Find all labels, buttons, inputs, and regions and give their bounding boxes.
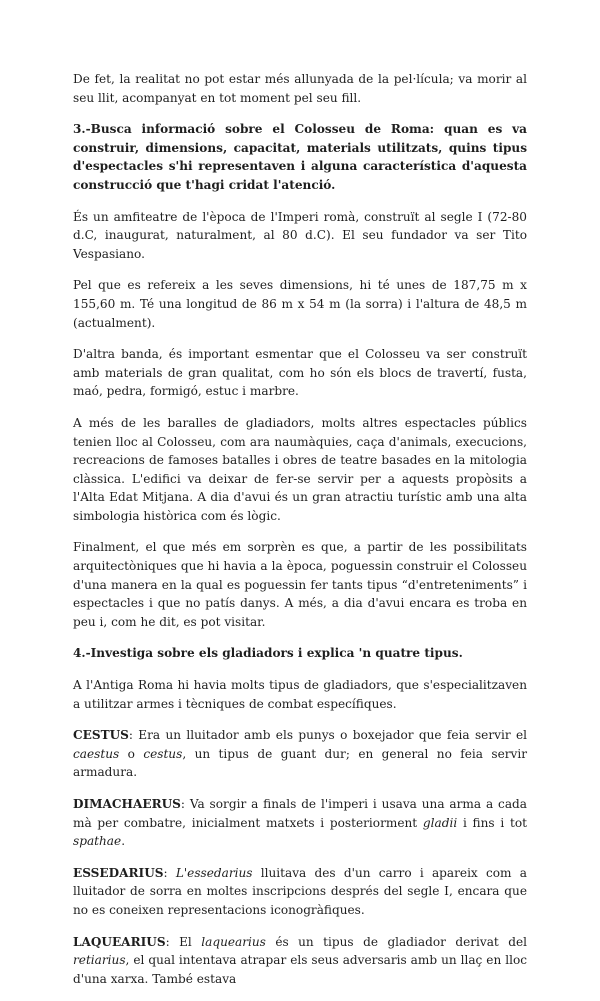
- q3-paragraph-4: A més de les baralles de gladiadors, molts altres espectacles públics tenien lloc al Colosseu, com ara naumàquies, caça d'animals, execucions, recreacions de famoses batalles i obres de teatre basades en la mitologia clàssica. L'edifici va deixar de fer-se servir per a aquests propòsits a l'Alta Edat Mitjana. A dia d'avui és un gran atractiu turístic amb una alta simbologia històrica com és lògic.: [73, 415, 527, 523]
- q3-paragraph-2: Pel que es refereix a les seves dimensions, hi té unes de 187,75 m x 155,60 m. Té una longitud de 86 m x 54 m (la sorra) i l'altura de 48,5 m (actualment).: [73, 278, 527, 330]
- latin-term: laquearius: [201, 934, 266, 949]
- latin-term: spathae: [73, 834, 122, 849]
- gladiator-text: : Era un lluitador amb els punys o boxejador que feia servir el: [128, 728, 527, 743]
- q3-paragraph-1: És un amfiteatre de l'època de l'Imperi romà, construït al segle I (72-80 d.C, inaugurat, naturalment, al 80 d.C). El seu fundador va ser Tito Vespasiano.: [73, 209, 527, 261]
- gladiator-text: és un tipus de gladiador derivat del: [265, 934, 528, 949]
- gladiator-text: i fins i tot: [457, 815, 527, 830]
- gladiator-text: lluitava des d'un carro i apareix com a lluitador de sorra en moltes inscripcions després del segle I, encara que no es coneixen representacions iconogràfiques.: [73, 865, 527, 917]
- page-content: [73, 70, 527, 1001]
- gladiator-essedarius: [73, 864, 527, 920]
- q3-paragraph-3: D'altra banda, és important esmentar que el Colosseu va ser construït amb materials de gran qualitat, com ho són els blocs de travertí, fusta, maó, pedra, formigó, estuc i marbre.: [73, 347, 527, 399]
- gladiator-cestus: [73, 726, 527, 782]
- intro-paragraph: De fet, la realitat no pot estar més allunyada de la pel·lícula; va morir al seu llit, acompanyat en tot moment pel seu fill.: [73, 72, 527, 105]
- latin-term: retiarius: [73, 953, 126, 968]
- gladiator-text: .: [121, 834, 126, 849]
- question-3-heading: 3.-Busca informació sobre el Colosseu de Roma: quan es va construir, dimensions, capacitat, materials utilitzats, quins tipus d'espectacles s'hi representaven i alguna característica d'aquesta construcció que t'hagi cridat l'atenció.: [73, 122, 527, 192]
- gladiator-laquearius: [73, 933, 527, 989]
- gladiator-text: : El: [165, 934, 202, 949]
- q4-intro-paragraph: A l'Antiga Roma hi havia molts tipus de gladiadors, que s'especialitzaven a utilitzar armes i tècniques de combat específiques.: [73, 678, 527, 711]
- q3-paragraph-5: Finalment, el que més em sorprèn es que, a partir de les possibilitats arquitectòniques que hi havia a la època, poguessin construir el Colosseu d'una manera en la qual es poguessin fer tants tipus “d'entreteniments” i espectacles i que no patís danys. A més, a dia d'avui encara es troba en peu i, com he dit, es pot visitar.: [73, 540, 527, 629]
- gladiator-text: : Va sorgir a finals de l'imperi i usava una arma a cada mà per combatre, inicialment matxets i posteriorment: [73, 797, 527, 830]
- question-4-heading: 4.-Investiga sobre els gladiadors i explica 'n quatre tipus.: [73, 646, 463, 661]
- gladiator-term-laquearius: LAQUEARIUS: [73, 934, 166, 949]
- gladiator-dimachaerus: [73, 795, 527, 851]
- gladiator-term-cestus: CESTUS: [73, 728, 129, 743]
- latin-term: cestus: [143, 746, 183, 761]
- gladiator-term-essedarius: ESSEDARIUS: [73, 865, 164, 880]
- latin-term: L'essedarius: [175, 865, 253, 880]
- gladiator-text: :: [163, 865, 176, 880]
- gladiator-text: , un tipus de guant dur; en general no feia servir armadura.: [73, 746, 527, 780]
- gladiator-text: , el qual intentava atrapar els seus adversaris amb un llaç en lloc d'una xarxa. També estava: [73, 953, 527, 986]
- latin-term: gladii: [422, 815, 458, 830]
- latin-term: caestus: [73, 746, 120, 761]
- gladiator-text: o: [119, 746, 144, 761]
- gladiator-term-dimachaerus: DIMACHAERUS: [73, 797, 181, 811]
